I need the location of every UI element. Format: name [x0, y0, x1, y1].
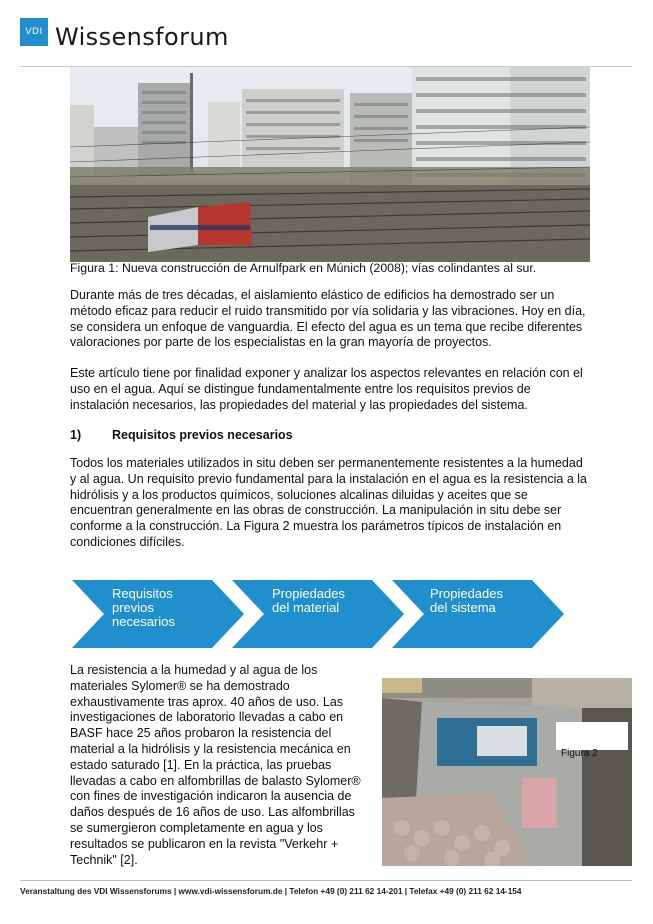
process-step-1-label: Requisitos previos necesarios — [112, 586, 175, 629]
paragraph-requirements: Todos los materiales utilizados in situ deben ser permanentemente resistentes a la humedad y al agua. Un requisito previo fundamental para la instalación en el agua es la resistencia a la hidrólisis y a los productos químicos, soluciones alcalinas diluidas y aceites que se encuentran generalmente en las obras de construcción. La manipulación in situ debe ser conforme a la construcción. La Figura 2 muestra los parámetros típicos de instalación en condiciones difíciles. — [70, 456, 587, 549]
process-step-2-label: Propiedades del material — [272, 586, 345, 615]
figure-2-label-box — [556, 722, 628, 750]
footer-contact: Veranstaltung des VDI Wissensforums | www.vdi-wissensforum.de | Telefon +49 (0) 211 62 14-201 | Telefax +49 (0) 211 62 14-154 — [20, 886, 522, 896]
brand-name: Wissensforum — [55, 23, 229, 51]
process-chevrons — [72, 580, 572, 648]
paragraph-intro: Durante más de tres décadas, el aislamiento elástico de edificios ha demostrado ser un método eficaz para reducir el ruido transmitido por vía solidaria y las vibraciones. Hoy en día, se considera un enfoque de vanguardia. El efecto del agua es un tema que recibe diferentes valoraciones por parte de los especialistas en la gran mayoría de proyectos. — [70, 288, 586, 350]
figure-1-photo — [70, 67, 590, 262]
section-heading — [70, 428, 590, 442]
section-number: 1) — [70, 428, 82, 442]
figure-2-label: Figura 2 — [561, 748, 598, 759]
figure-2-photo — [382, 678, 632, 866]
vdi-logo: VDI — [20, 18, 48, 46]
section-title: Requisitos previos necesarios — [112, 428, 293, 442]
figure-1-caption: Figura 1: Nueva construcción de Arnulfpark en Múnich (2008); vías colindantes al sur. — [70, 261, 537, 275]
process-step-3-label: Propiedades del sistema — [430, 586, 503, 615]
footer-divider — [20, 880, 632, 881]
paragraph-sylomer: La resistencia a la humedad y al agua de los materiales Sylomer® se ha demostrado exhaustivamente tras aprox. 40 años de uso. Las investigaciones de laboratorio llevadas a cabo en BASF hace 25 años probaron la resistencia del material a la hidrólisis y la resistencia mecánica en estado saturado [1]. En la práctica, las pruebas llevadas a cabo en alfombrillas de balasto Sylomer® con fines de investigación indicaron la ausencia de daños después de 16 años de uso. Las alfombrillas se sumergieron completamente en agua y los resultados se publicaron en la revista "Verkehr + Technik" [2]. — [70, 663, 361, 867]
paragraph-purpose: Este artículo tiene por finalidad exponer y analizar los aspectos relevantes en relación con el uso en el agua. Aquí se distingue fundamentalmente entre los requisitos previos de instalación necesarios, las propiedades del material y las propiedades del sistema. — [70, 366, 583, 412]
